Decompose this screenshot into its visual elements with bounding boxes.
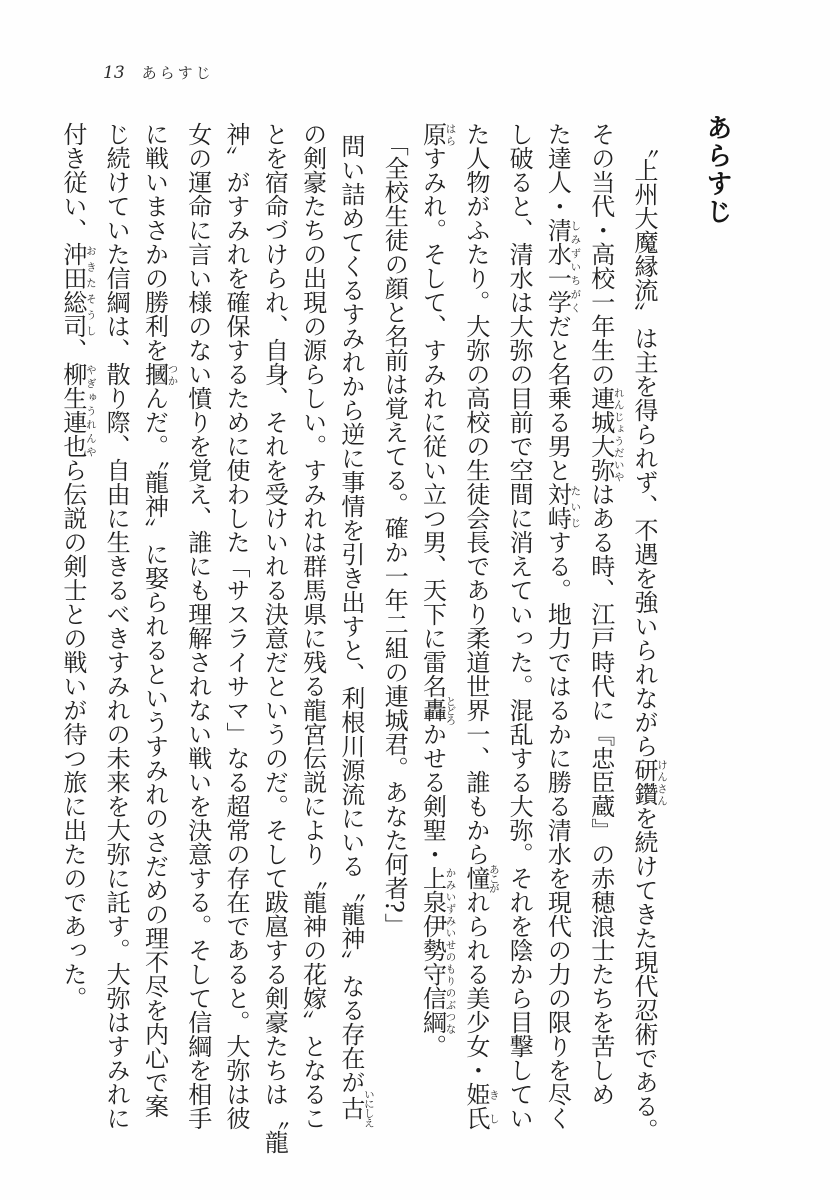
ruby-annotated-text: 摑つか (140, 362, 179, 386)
text-column: その当代・高校一年生の連城大弥れんじょうだいやはある時、江戸時代に『忠臣蔵』の赤穂浪士たちを苦しめ (586, 122, 625, 1106)
text-column: し破ると、清水は大弥の目前で空間に消えていった。混乱する大弥。それを陰から目撃してい (505, 122, 534, 1130)
text-column: 原はらすみれ。そして、すみれに従い立つ男、天下に雷名轟とどろかせる剣聖・上泉伊勢守信綱かみいずみいせのもりのぶつな。 (418, 122, 457, 1058)
ruby-annotated-text: 沖田総司おきたそうし (58, 242, 97, 338)
ruby-annotated-text: 連城大弥れんじょうだいや (586, 386, 625, 482)
text-column: 女の運命に言い様のない憤りを覚え、誰にも理解されない戦いを決意する。そして信綱を相手 (183, 122, 212, 1130)
ruby-annotated-text: 古いにしえ (336, 1089, 375, 1127)
running-header (103, 62, 214, 83)
ruby-annotated-text: 轟とどろ (418, 695, 457, 725)
text-column: に戦いまさかの勝利を摑つかんだ。〝龍神〟に娶られるというすみれのさだめの理不尽を内心で案 (140, 122, 179, 1118)
ruby-annotated-text: 憧あこが (461, 863, 500, 893)
text-column: た達人・清水一学しみずいちがくだと名乗る男と対峙たいじする。地力ではるかに勝る清水を現代の力の限りを尽く (543, 122, 582, 1130)
ruby-annotated-text: 上泉伊勢守信綱かみいずみいせのもりのぶつな (418, 866, 457, 1034)
text-column: の剣豪たちの出現の源らしい。すみれは群馬県に残る龍宮伝説により〝龍神の花嫁〟となるこ (298, 122, 327, 1130)
ruby-annotated-text: 柳生連也やぎゅうれんや (58, 362, 97, 458)
text-column: た人物がふたり。大弥の高校の生徒会長であり柔道世界一、誰もから憧あこがれられる美少女・姫氏きし (461, 122, 500, 1130)
ruby-annotated-text: 清水一学しみずいちがく (543, 218, 582, 314)
text-column: とを宿命づけられ、自身、それを受けいれる決意だというのだ。そして跋扈する剣豪たちは〝龍 (260, 122, 289, 1154)
text-column: じ続けていた信綱は、散り際、自由に生きるべきすみれの未来を大弥に託す。大弥はすみれに (102, 122, 131, 1130)
ruby-annotated-text: 研鑽けんさん (630, 758, 668, 806)
body-text (54, 122, 668, 1167)
header-section-label: あらすじ (141, 64, 214, 82)
ruby-annotated-text: 原はら (418, 122, 457, 146)
text-column: 付き従い、沖田総司おきたそうし、柳生連也やぎゅうれんやら伝説の剣士との戦いが待つ旅に出たのであった。 (58, 122, 97, 1010)
page-number: 13 (103, 63, 125, 83)
text-column: 「全校生徒の顔と名前は覚えてる。確か一年二組の連城君。あなた何者?」 (380, 132, 409, 937)
page-title: あらすじ (702, 114, 732, 226)
ruby-annotated-text: 姫氏きし (461, 1082, 500, 1130)
text-column: 〝上州大魔縁流〟は主を得られず、不遇を強いられながら研鑽けんさんを続けてきた現代忍術である。 (630, 134, 668, 1142)
ruby-annotated-text: 対峙たいじ (543, 482, 582, 530)
text-column: 問い詰めてくるすみれから逆に事情を引き出すと、利根川源流にいる〝龍神〟なる存在が古いにしえ (336, 134, 375, 1127)
text-column: 神〟がすみれを確保するために使わした「サスライサマ」なる超常の存在であると。大弥は彼 (222, 122, 251, 1130)
